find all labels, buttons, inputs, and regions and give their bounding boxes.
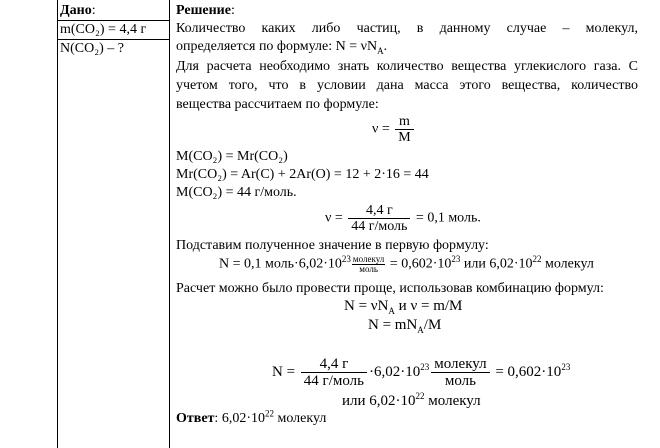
solution-paragraph-2-line-1: Для расчета необходимо знать количество вещества углекислого газа. С	[176, 59, 638, 74]
solution-paragraph-1-line-1: Количество каких либо частиц, в данному случае – молекул,	[176, 21, 638, 36]
table-border-divider	[169, 0, 170, 448]
relative-mass-line: Mr(CO₂) = Ar(C) + 2Ar(O) = 12 + 2·16 = 44	[176, 167, 429, 182]
formula-N-calculation: N = 0,1 $моль\cdot 6,02\cdot 10^{23}$ молекул моль = $0,602\cdot 10^{23}$ или $6,02\cdot 10^{22}$ молекул	[219, 254, 594, 274]
formula-combination-1: $N = \nu N_A$ и ν = m/M	[344, 298, 463, 316]
fraction-m-over-M: $\frac{m}{M}$	[395, 114, 413, 145]
given-mass: m(CO₂) = 4,4 г	[60, 22, 147, 37]
fraction-molecules-per-mol-final: молекул моль	[431, 356, 489, 389]
fraction-molecules-per-mol: молекул моль	[352, 254, 385, 274]
formula-combination-2: $N = mN_A/M$	[368, 317, 442, 335]
solution-heading: Решение:	[176, 3, 235, 18]
formula-final-calculation: N = 4,4 г 44 г/моль $\cdot 6,02\cdot 10^{23}$ молекул моль = $0,602\cdot 10^{23}$	[272, 356, 571, 389]
given-find: N(CO₂) – ?	[60, 41, 124, 56]
molar-mass-value-line: M(CO₂) = 44 г/моль.	[176, 185, 297, 200]
solution-paragraph-2-line-2: учетом того, что в условии дана масса этого вещества, количество	[176, 78, 638, 93]
given-heading: Дано:	[60, 3, 96, 18]
solution-paragraph-2-line-3: вещества рассчитаем по формуле:	[176, 97, 379, 112]
fraction-mass-over-molar-mass-final: 4,4 г 44 г/моль	[301, 356, 367, 389]
molar-mass-line: M(CO₂) = Mr(CO₂)	[176, 149, 288, 164]
solution-paragraph-1-line-2: определяется по формуле: $N = \nu N_A$.	[176, 39, 388, 56]
simpler-line: Расчет можно было провести проще, использовав комбинацию формул:	[176, 281, 604, 296]
formula-nu-calculation: ν = $\frac{4,4 г}{\text{44 г/моль}}$ = 0,1 моль.	[325, 203, 481, 234]
answer-line: Ответ: $6,02\cdot 10^{22}$ молекул	[176, 408, 327, 426]
formula-final-alternative: или $6,02\cdot 10^{22}$ молекул	[342, 391, 481, 409]
fraction-mass-over-molar-mass: $\frac{4,4 г}{\text{44 г/моль}}$	[348, 203, 410, 234]
substitute-line: Подставим полученное значение в первую формулу:	[176, 238, 489, 253]
formula-nu: ν = $\frac{m}{M}$	[372, 114, 416, 145]
table-border-left	[57, 0, 58, 448]
